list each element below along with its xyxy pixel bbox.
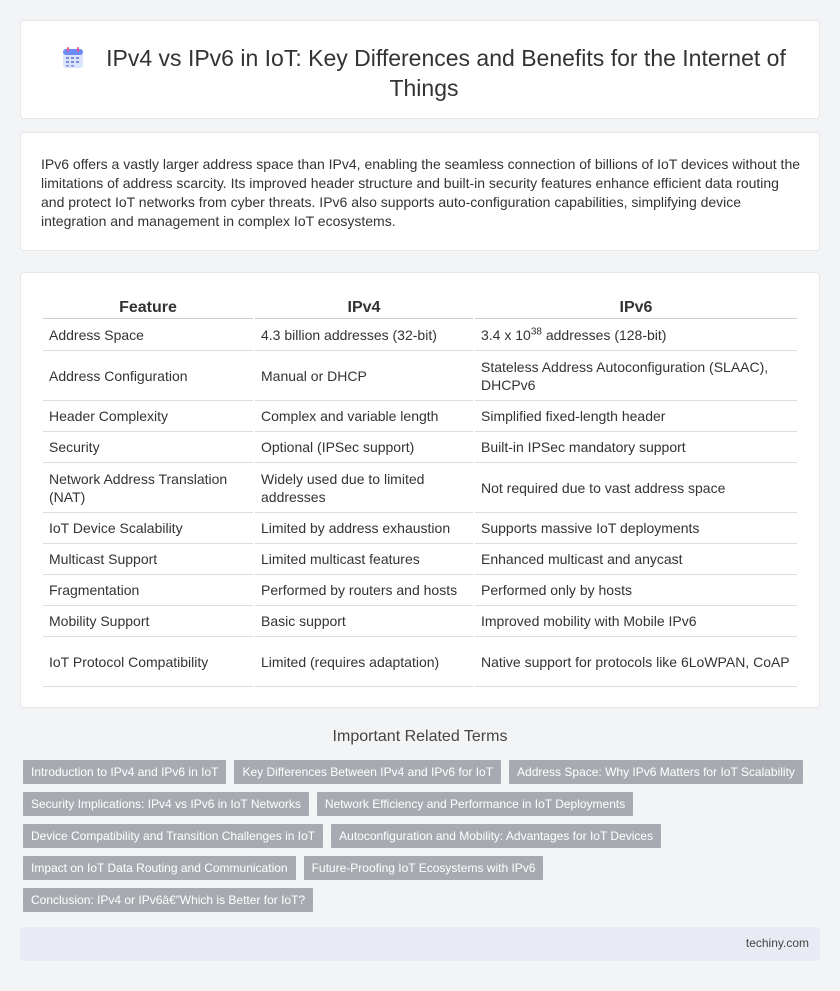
header-ipv4: IPv4 bbox=[255, 295, 473, 319]
comparison-table bbox=[41, 295, 799, 687]
table-cell: Performed only by hosts bbox=[475, 575, 797, 606]
related-terms-list bbox=[23, 760, 803, 920]
table-row bbox=[43, 606, 797, 637]
table-cell: Enhanced multicast and anycast bbox=[475, 544, 797, 575]
related-term-tag[interactable]: Autoconfiguration and Mobility: Advantages for IoT Devices bbox=[331, 824, 661, 848]
table-cell-address-space-ipv6 bbox=[475, 319, 797, 351]
table-cell: IoT Protocol Compatibility bbox=[43, 637, 253, 687]
related-term-tag[interactable]: Impact on IoT Data Routing and Communication bbox=[23, 856, 296, 880]
table-cell: Mobility Support bbox=[43, 606, 253, 637]
table-row bbox=[43, 513, 797, 544]
tag-row bbox=[23, 888, 803, 912]
ipv6-suffix: addresses (128-bit) bbox=[541, 326, 667, 343]
table-header-row bbox=[43, 295, 797, 319]
related-term-tag[interactable]: Future-Proofing IoT Ecosystems with IPv6 bbox=[304, 856, 544, 880]
table-cell: Optional (IPSec support) bbox=[255, 432, 473, 463]
related-term-tag[interactable]: Conclusion: IPv4 or IPv6â€”Which is Better for IoT? bbox=[23, 888, 313, 912]
related-term-tag[interactable]: Address Space: Why IPv6 Matters for IoT Scalability bbox=[509, 760, 803, 784]
tag-row bbox=[23, 824, 803, 848]
related-term-tag[interactable]: Key Differences Between IPv4 and IPv6 for IoT bbox=[234, 760, 501, 784]
table-cell: Performed by routers and hosts bbox=[255, 575, 473, 606]
table-cell: Address Configuration bbox=[43, 351, 253, 401]
tag-row bbox=[23, 760, 803, 784]
table-cell: Native support for protocols like 6LoWPAN, CoAP bbox=[475, 637, 797, 687]
tag-row bbox=[23, 792, 803, 816]
related-term-tag[interactable]: Device Compatibility and Transition Challenges in IoT bbox=[23, 824, 323, 848]
table-cell: Basic support bbox=[255, 606, 473, 637]
table-cell: Stateless Address Autoconfiguration (SLAAC), DHCPv6 bbox=[475, 351, 797, 401]
table-cell: Multicast Support bbox=[43, 544, 253, 575]
table-cell: Simplified fixed-length header bbox=[475, 401, 797, 432]
page-title-container bbox=[49, 43, 799, 103]
intro-paragraph: IPv6 offers a vastly larger address space than IPv4, enabling the seamless connection of billions of IoT devices without the limitations of address scarcity. Its improved header structure and built-in security features enhance efficient data routing and protect IoT networks from cyber threats. IPv6 also supports auto-configuration capabilities, simplifying device integration and management in complex IoT ecosystems. bbox=[41, 156, 801, 229]
ipv6-exponent: 38 bbox=[530, 325, 542, 337]
header-feature: Feature bbox=[43, 295, 253, 319]
table-cell: IoT Device Scalability bbox=[43, 513, 253, 544]
footer-site-link[interactable]: techiny.com bbox=[745, 936, 809, 950]
table-cell: Not required due to vast address space bbox=[475, 463, 797, 513]
table-cell: Security bbox=[43, 432, 253, 463]
table-row bbox=[43, 432, 797, 463]
table-cell: Built-in IPSec mandatory support bbox=[475, 432, 797, 463]
related-terms-title: Important Related Terms bbox=[332, 728, 508, 745]
header-card bbox=[20, 20, 820, 119]
tag-row bbox=[23, 856, 803, 880]
table-cell: Limited multicast features bbox=[255, 544, 473, 575]
related-term-tag[interactable]: Introduction to IPv4 and IPv6 in IoT bbox=[23, 760, 226, 784]
table-cell: Widely used due to limited addresses bbox=[255, 463, 473, 513]
footer bbox=[20, 927, 820, 961]
table-cell: Improved mobility with Mobile IPv6 bbox=[475, 606, 797, 637]
related-term-tag[interactable]: Network Efficiency and Performance in IoT Deployments bbox=[317, 792, 633, 816]
comparison-card bbox=[20, 272, 820, 708]
table-cell: Manual or DHCP bbox=[255, 351, 473, 401]
table-cell: Complex and variable length bbox=[255, 401, 473, 432]
related-term-tag[interactable]: Security Implications: IPv4 vs IPv6 in IoT Networks bbox=[23, 792, 309, 816]
table-row bbox=[43, 319, 797, 351]
table-row bbox=[43, 401, 797, 432]
ipv6-prefix: 3.4 x 10 bbox=[481, 326, 531, 343]
table-cell: 4.3 billion addresses (32-bit) bbox=[255, 319, 473, 351]
table-row bbox=[43, 351, 797, 401]
page-title: IPv4 vs IPv6 in IoT: Key Differences and Benefits for the Internet of Things bbox=[106, 45, 786, 101]
table-cell: Header Complexity bbox=[43, 401, 253, 432]
table-cell: Limited by address exhaustion bbox=[255, 513, 473, 544]
table-row bbox=[43, 637, 797, 687]
table-row bbox=[43, 575, 797, 606]
table-cell: Address Space bbox=[43, 319, 253, 351]
table-cell: Supports massive IoT deployments bbox=[475, 513, 797, 544]
table-cell: Limited (requires adaptation) bbox=[255, 637, 473, 687]
table-cell: Network Address Translation (NAT) bbox=[43, 463, 253, 513]
intro-card bbox=[20, 132, 820, 251]
table-cell: Fragmentation bbox=[43, 575, 253, 606]
table-row bbox=[43, 463, 797, 513]
header-ipv6: IPv6 bbox=[475, 295, 797, 319]
calendar-icon bbox=[62, 47, 84, 69]
table-row bbox=[43, 544, 797, 575]
